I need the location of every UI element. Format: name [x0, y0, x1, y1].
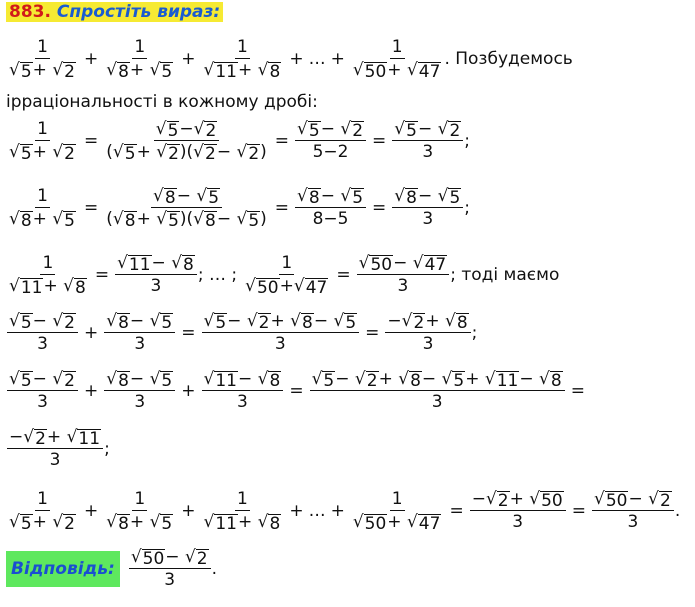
- task-number: 883.: [9, 2, 51, 22]
- fraction: 1 √ 8 + √ 5: [9, 186, 75, 231]
- intro-line-2: [6, 92, 318, 112]
- ellipsis: …: [308, 500, 326, 521]
- fraction: √ 50 − √ 2 3: [592, 488, 674, 533]
- fraction: √ 8 − √ 5 8−5: [295, 185, 366, 230]
- fraction: √ 5 − √ 2 5−2: [295, 118, 366, 163]
- fraction: 1 √ 5 + √ 2: [9, 119, 75, 164]
- task-title: [6, 2, 223, 22]
- fraction: 1 √ 50 + √ 47: [352, 37, 441, 82]
- task-header: [6, 2, 223, 22]
- fraction: √ 8 − √ 5 ( √ 8 + √ 5 )( √ 8 − √ 5 ): [106, 186, 267, 231]
- step-1: 1 √ 5 + √ 2 = √ 5 − √ 2 ( √ 5 + √ 2 )( √ 2 − √ 2 ) = √ 5 − √ 2 5−2 = √ 5 − √ 2 3 ;: [9, 119, 471, 164]
- step-4: √ 5 − √ 2 3 + √ 8 − √ 5 3 = √ 5 − √ 2 + √ 8 − √ 5 3 = − √ 2 + √ 8 3 ;: [9, 311, 478, 354]
- answer-label: Відповідь:: [6, 551, 120, 587]
- fraction: √ 5 − √ 2 3: [7, 310, 78, 355]
- answer-line: [6, 546, 217, 591]
- step-5: √ 5 − √ 2 3 + √ 8 − √ 5 3 + √ 11 − √ 8 3 = √ 5 − √ 2 + √ 8 − √ 5 + √ 11 − √ 8 3 =: [9, 369, 585, 412]
- then-text: ; тоді маємо: [450, 264, 560, 285]
- fraction: √ 11 − √ 8 3: [202, 368, 284, 413]
- semicolon: ;: [104, 438, 110, 459]
- fraction: √ 50 − √ 47 3: [357, 252, 450, 297]
- ellipsis: …: [308, 48, 326, 69]
- fraction: 1 √ 11 + √ 8: [203, 37, 281, 82]
- fraction: − √ 2 + √ 8 3: [385, 310, 470, 355]
- step-2: 1 √ 8 + √ 5 = √ 8 − √ 5 ( √ 8 + √ 5 )( √ 8 − √ 5 ) = √ 8 − √ 5 8−5 = √ 8 − √ 5 3 ;: [9, 186, 471, 231]
- fraction: 1 √ 11 + √ 8: [9, 253, 86, 298]
- problem-expression: 1 √ 5 + √ 2 + 1 √ 8 + √ 5 + 1 √ 11 + √ 8 + … + 1 √ 50 + √ 47 . Позбудемось: [9, 37, 573, 82]
- fraction: √ 8 − √ 5 3: [392, 185, 463, 230]
- semicolon: ;: [471, 322, 478, 343]
- fraction: − √ 2 + √ 50 3: [470, 488, 566, 533]
- task-instruction: Спростіть вираз:: [56, 2, 221, 22]
- fraction: √ 5 − √ 2 + √ 8 − √ 5 + √ 11 − √ 8 3: [310, 368, 565, 413]
- fraction: √ 5 − √ 2 3: [7, 368, 78, 413]
- fraction: √ 5 − √ 2 + √ 8 − √ 5 3: [202, 310, 360, 355]
- semicolon: ;: [464, 197, 471, 218]
- fraction: √ 8 − √ 5 3: [104, 368, 175, 413]
- period: .: [211, 558, 218, 579]
- fraction: 1 √ 11 + √ 8: [203, 489, 281, 534]
- intro-text: . Позбудемось: [444, 48, 573, 69]
- period: .: [674, 500, 681, 521]
- answer-fraction: √ 50 − √ 2 3: [129, 546, 211, 591]
- fraction: 1 √ 8 + √ 5: [106, 489, 173, 534]
- fraction: 1 √ 50 + √ 47: [352, 489, 441, 534]
- fraction: √ 11 − √ 8 3: [115, 252, 197, 297]
- step-7: 1 √ 5 + √ 2 + 1 √ 8 + √ 5 + 1 √ 11 + √ 8 + … + 1 √ 50 + √ 47 = − √ 2 + √ 50 3 = √ 50 − √ 2 3 .: [9, 489, 681, 534]
- intro-text-2: ірраціональності в кожному дробі:: [6, 92, 318, 112]
- semicolon: ;: [464, 130, 471, 151]
- fraction: √ 5 − √ 2 ( √ 5 + √ 2 )( √ 2 − √ 2 ): [106, 119, 267, 164]
- dots-separator: ; … ;: [197, 264, 238, 285]
- step-3: 1 √ 11 + √ 8 = √ 11 − √ 8 3 ; … ; 1 √ 50 + √ 47 = √ 50 − √ 47 3 ; тоді маємо: [9, 253, 560, 298]
- fraction: − √ 2 + √ 11 3: [7, 426, 103, 471]
- fraction: 1 √ 50 + √ 47: [245, 253, 328, 298]
- fraction: 1 √ 5 + √ 2: [9, 37, 75, 82]
- fraction: √ 8 − √ 5 3: [104, 310, 175, 355]
- step-6: [6, 426, 110, 471]
- fraction: 1 √ 5 + √ 2: [9, 489, 75, 534]
- fraction: 1 √ 8 + √ 5: [106, 37, 173, 82]
- fraction: √ 5 − √ 2 3: [392, 118, 463, 163]
